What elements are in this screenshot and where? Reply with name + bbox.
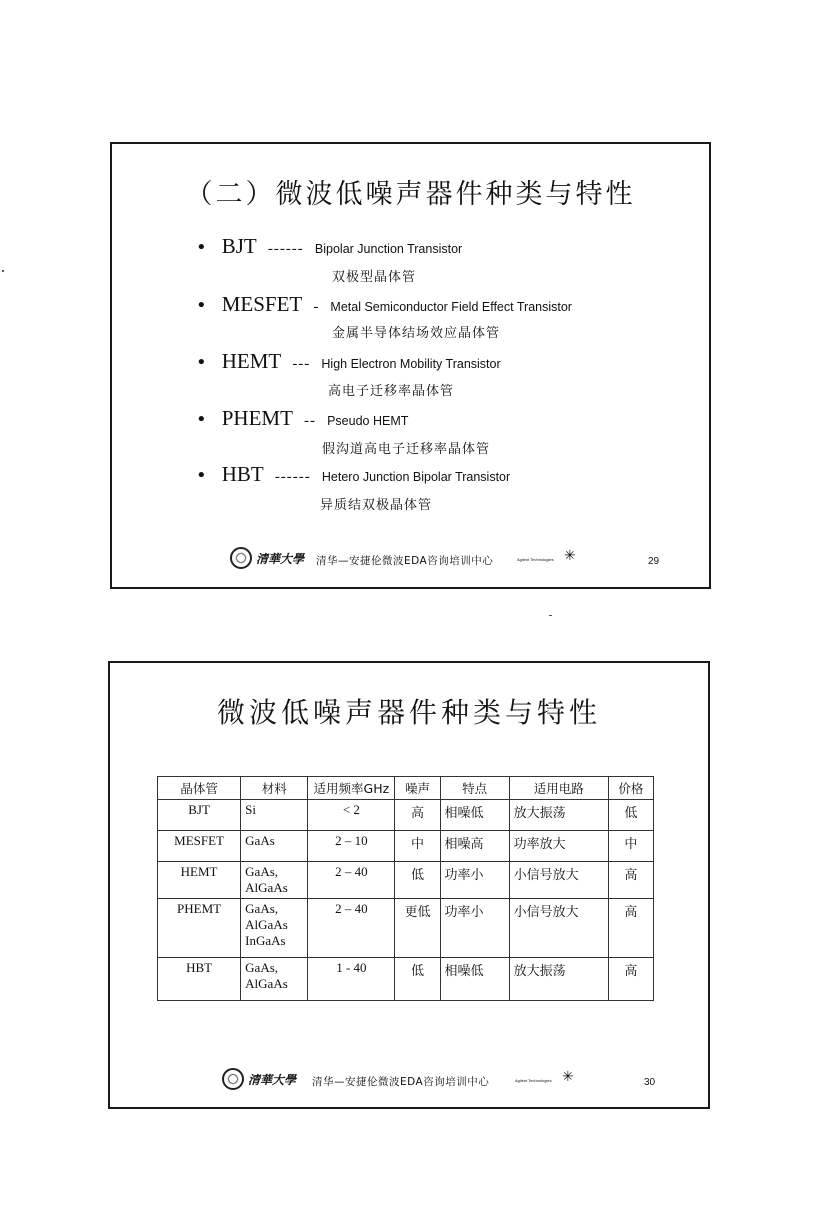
list-item-phemt bbox=[196, 406, 408, 431]
device-full-name: Metal Semiconductor Field Effect Transistor bbox=[330, 300, 572, 314]
table-cell: Si bbox=[241, 800, 308, 831]
slide-footer bbox=[110, 1066, 708, 1096]
dash-separator: ------ bbox=[274, 469, 311, 485]
page-number: 29 bbox=[648, 556, 660, 567]
table-cell: GaAs, AlGaAs bbox=[241, 862, 308, 899]
training-center-name: 清华—安捷伦微波EDA咨询培训中心 bbox=[316, 555, 494, 567]
bullet-icon: • bbox=[196, 237, 207, 258]
table-cell: 低 bbox=[608, 800, 653, 831]
slide-30 bbox=[108, 661, 710, 1109]
dash-separator: - bbox=[313, 299, 320, 315]
bullet-icon: • bbox=[196, 409, 207, 430]
device-full-name: High Electron Mobility Transistor bbox=[321, 357, 501, 371]
device-comparison-table bbox=[157, 776, 654, 1001]
column-header: 晶体管 bbox=[158, 777, 241, 800]
page-number: 30 bbox=[644, 1077, 656, 1088]
table-cell: 功率放大 bbox=[509, 831, 608, 862]
table-cell: 相噪高 bbox=[440, 831, 509, 862]
table-cell: GaAs, AlGaAs InGaAs bbox=[241, 899, 308, 958]
table-cell: 功率小 bbox=[440, 899, 509, 958]
slide-29 bbox=[110, 142, 711, 589]
slide-footer bbox=[112, 545, 709, 575]
scan-speck bbox=[2, 270, 4, 272]
device-full-name: Bipolar Junction Transistor bbox=[314, 242, 463, 256]
column-header: 材料 bbox=[241, 777, 308, 800]
device-abbr: PHEMT bbox=[221, 406, 293, 430]
table-cell: 高 bbox=[608, 899, 653, 958]
device-full-name: Hetero Junction Bipolar Transistor bbox=[321, 470, 511, 484]
bullet-icon: • bbox=[196, 465, 207, 486]
table-cell: 相噪低 bbox=[440, 958, 509, 1001]
table-cell: 低 bbox=[395, 958, 440, 1001]
table-cell: 小信号放大 bbox=[509, 899, 608, 958]
table-cell: HEMT bbox=[158, 862, 241, 899]
table-cell: HBT bbox=[158, 958, 241, 1001]
device-chinese-name: 异质结双极晶体管 bbox=[320, 498, 433, 513]
table-cell: 相噪低 bbox=[440, 800, 509, 831]
list-item-mesfet bbox=[196, 292, 572, 317]
slide-title: 微波低噪声器件种类与特性 bbox=[216, 696, 601, 729]
table-cell: 更低 bbox=[395, 899, 440, 958]
agilent-logo-text: Agilent Technologies bbox=[515, 1078, 552, 1083]
table-cell: GaAs, AlGaAs bbox=[241, 958, 308, 1001]
column-header: 适用电路 bbox=[509, 777, 608, 800]
table-cell: 1 - 40 bbox=[308, 958, 395, 1001]
bullet-icon: • bbox=[196, 352, 207, 373]
table-cell: 小信号放大 bbox=[509, 862, 608, 899]
bullet-icon: • bbox=[196, 295, 207, 316]
column-header: 价格 bbox=[608, 777, 653, 800]
table-cell: 高 bbox=[608, 862, 653, 899]
table-cell: PHEMT bbox=[158, 899, 241, 958]
table-cell: 中 bbox=[608, 831, 653, 862]
table-cell: 高 bbox=[395, 800, 440, 831]
dash-separator: ------ bbox=[267, 241, 304, 257]
device-chinese-name: 假沟道高电子迁移率晶体管 bbox=[322, 442, 491, 457]
device-chinese-name: 双极型晶体管 bbox=[332, 270, 417, 285]
table-cell: 低 bbox=[395, 862, 440, 899]
device-abbr: HBT bbox=[221, 462, 264, 486]
column-header: 适用频率GHz bbox=[308, 777, 395, 800]
column-header: 噪声 bbox=[395, 777, 440, 800]
table-header-row bbox=[158, 777, 654, 800]
table-cell: 中 bbox=[395, 831, 440, 862]
dash-separator: -- bbox=[304, 413, 316, 429]
table-cell: MESFET bbox=[158, 831, 241, 862]
agilent-spark-icon: ✳ bbox=[562, 1069, 574, 1085]
university-logo-text: 清華大學 bbox=[256, 552, 305, 566]
university-logo-text: 清華大學 bbox=[248, 1073, 297, 1087]
dash-separator: --- bbox=[292, 356, 311, 372]
device-chinese-name: 高电子迁移率晶体管 bbox=[328, 384, 455, 399]
device-chinese-name: 金属半导体结场效应晶体管 bbox=[332, 326, 501, 341]
table-cell: 功率小 bbox=[440, 862, 509, 899]
list-item-hemt bbox=[196, 349, 501, 374]
table-cell: 放大振荡 bbox=[509, 800, 608, 831]
device-abbr: MESFET bbox=[221, 292, 303, 316]
table-cell: 2 – 40 bbox=[308, 899, 395, 958]
university-seal-icon bbox=[230, 547, 252, 569]
column-header: 特点 bbox=[440, 777, 509, 800]
agilent-spark-icon: ✳ bbox=[564, 548, 576, 564]
table-row bbox=[158, 958, 654, 1001]
table-row bbox=[158, 899, 654, 958]
list-item-bjt bbox=[196, 234, 462, 259]
table-cell: < 2 bbox=[308, 800, 395, 831]
table-row bbox=[158, 831, 654, 862]
table-cell: BJT bbox=[158, 800, 241, 831]
training-center-name: 清华—安捷伦微波EDA咨询培训中心 bbox=[312, 1076, 490, 1088]
table-cell: 高 bbox=[608, 958, 653, 1001]
device-full-name: Pseudo HEMT bbox=[327, 414, 409, 428]
slide-title: （二）微波低噪声器件种类与特性 bbox=[185, 179, 636, 210]
table-row bbox=[158, 862, 654, 899]
agilent-logo-text: Agilent Technologies bbox=[517, 557, 554, 562]
device-abbr: BJT bbox=[221, 234, 257, 258]
university-seal-icon bbox=[222, 1068, 244, 1090]
scan-speck bbox=[549, 615, 552, 616]
table-cell: 2 – 10 bbox=[308, 831, 395, 862]
list-item-hbt bbox=[196, 462, 510, 487]
table-cell: 放大振荡 bbox=[509, 958, 608, 1001]
table-cell: 2 – 40 bbox=[308, 862, 395, 899]
table-row bbox=[158, 800, 654, 831]
table-cell: GaAs bbox=[241, 831, 308, 862]
device-abbr: HEMT bbox=[221, 349, 282, 373]
